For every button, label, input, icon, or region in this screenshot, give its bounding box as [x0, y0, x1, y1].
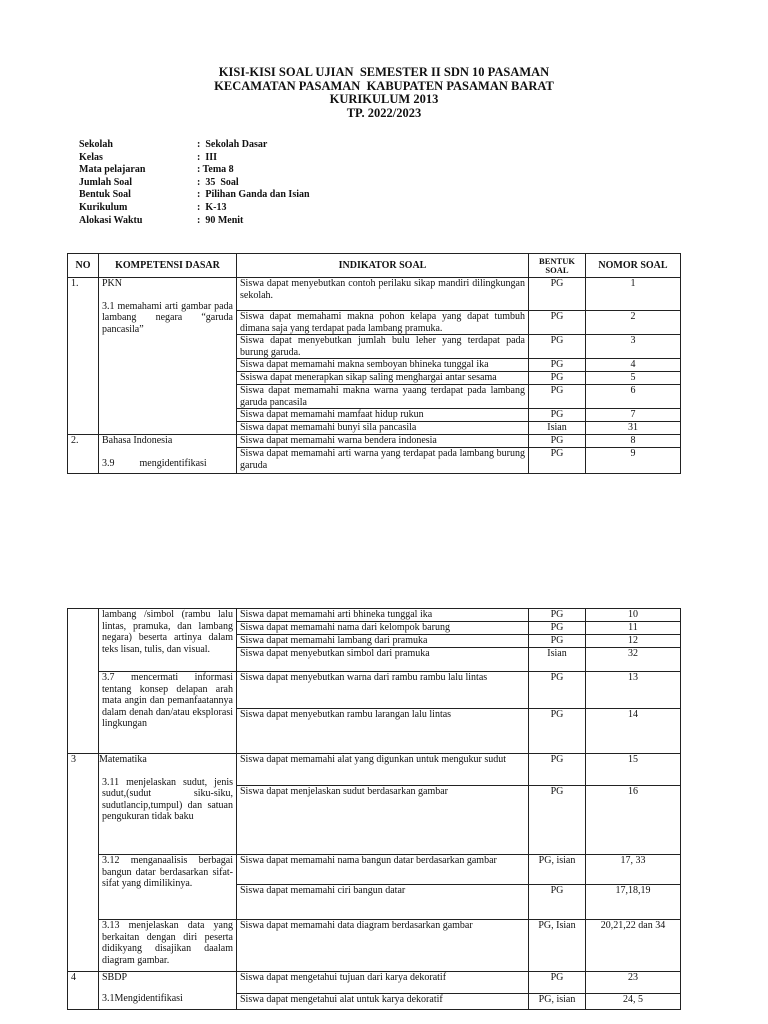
header-bentuk-line-1: BENTUK — [539, 255, 575, 266]
cell-nomor: 32 — [586, 648, 681, 672]
cell-indikator: Siswa dapat memamahi alat yang digunkan untuk mengukur sudut — [237, 754, 529, 786]
cell-nomor: 12 — [586, 635, 681, 648]
cell-bentuk: PG, isian — [529, 855, 586, 885]
cell-indikator: Siswa dapat memamahi warna bendera indonesia — [237, 435, 529, 448]
table-row — [68, 972, 681, 994]
header-no: NO — [68, 254, 99, 278]
cell-kd: 3.13 menjelaskan data yang berkaitan dengan diri peserta didikyang disajikan daalam diagram gambar. — [99, 920, 237, 972]
cell-nomor: 20,21,22 dan 34 — [586, 920, 681, 972]
title-line-2: KECAMATAN PASAMAN KABUPATEN PASAMAN BARAT — [214, 78, 554, 93]
cell-bentuk: PG — [529, 609, 586, 622]
cell-bentuk: PG — [529, 885, 586, 920]
cell-kd: 3.7 mencermati informasi tentang konsep delapan arah mata angin dan pemanfaatannya dalam denah dan/atau eksplorasi lingkungan — [99, 672, 237, 754]
info-value: : III — [197, 151, 218, 163]
info-label: Bentuk Soal — [79, 189, 131, 201]
cell-indikator: Siswa dapat mengetahui alat untuk karya dekoratif — [237, 994, 529, 1010]
cell-nomor: 16 — [586, 786, 681, 855]
cell-bentuk: PG — [529, 672, 586, 709]
cell-bentuk: PG — [529, 372, 586, 385]
cell-indikator: Siswa dapat memahami makna pohon kelapa yang dapat tumbuh dimana saja yang terdapat pada lambang pramuka. — [237, 311, 529, 335]
info-value: : K-13 — [197, 201, 227, 213]
cell-bentuk: PG — [529, 435, 586, 448]
info-value: : 35 Soal — [197, 176, 239, 188]
info-label: Alokasi Waktu — [79, 214, 143, 226]
cell-nomor: 11 — [586, 622, 681, 635]
cell-nomor: 24, 5 — [586, 994, 681, 1010]
table-row — [68, 754, 681, 786]
cell-nomor: 3 — [586, 335, 681, 359]
cell-kd: lambang /simbol (rambu lalu lintas, pramuka, dan lambang negara) beserta artinya dalam teks lisan, tulis, dan visual. — [99, 609, 237, 672]
cell-indikator: Siswa dapat menyebutkan warna dari rambu rambu lalu lintas — [237, 672, 529, 709]
table-row — [68, 278, 681, 311]
table-row — [68, 609, 681, 622]
info-row-mapel — [79, 164, 310, 177]
info-value: : Tema 8 — [197, 164, 234, 176]
info-row-jumlah — [79, 177, 310, 190]
cell-indikator: Ssiswa dapat menerapkan sikap saling menghargai antar sesama — [237, 372, 529, 385]
cell-bentuk: PG — [529, 709, 586, 754]
info-label: Kelas — [79, 151, 103, 163]
subject-sbdp: SBDP — [102, 972, 128, 983]
cell-nomor: 10 — [586, 609, 681, 622]
cell-nomor: 6 — [586, 385, 681, 409]
header-kd: KOMPETENSI DASAR — [99, 254, 237, 278]
title-line-1: KISI-KISI SOAL UJIAN SEMESTER II SDN 10 PASAMAN — [218, 65, 550, 79]
cell-kd — [99, 278, 237, 435]
kisi-table-part-2 — [67, 608, 681, 1010]
info-row-sekolah — [79, 139, 310, 152]
cell-indikator: Siswa dapat menjelaskan sudut berdasarkan gambar — [237, 786, 529, 855]
cell-indikator: Siswa dapat memamahi arti bhineka tunggal ika — [237, 609, 529, 622]
cell-nomor: 4 — [586, 359, 681, 372]
cell-nomor: 8 — [586, 435, 681, 448]
header-bentuk-line-2: SOAL — [545, 264, 569, 275]
cell-bentuk: PG — [529, 278, 586, 311]
header-bentuk — [529, 254, 586, 278]
cell-kd — [99, 754, 237, 855]
cell-bentuk: Isian — [529, 422, 586, 435]
info-label: Jumlah Soal — [79, 176, 133, 188]
cell-indikator: Siswa dapat memamahi data diagram berdasarkan gambar — [237, 920, 529, 972]
info-label: Mata pelajaran — [79, 164, 146, 176]
cell-indikator: Siswa dapat memamahi arti warna yang terdapat pada lambang burung garuda — [237, 448, 529, 474]
cell-nomor: 9 — [586, 448, 681, 474]
kd-text: 3.9 mengidentifikasi — [102, 457, 207, 469]
cell-indikator: Siswa dapat memamahi mamfaat hidup rukun — [237, 409, 529, 422]
info-value: : Pilihan Ganda dan Isian — [197, 189, 310, 201]
kd-text: 3.1Mengidentifikasi — [102, 992, 183, 1004]
cell-indikator: Siswa dapat memamahi ciri bangun datar — [237, 885, 529, 920]
table-row — [68, 672, 681, 709]
cell-nomor: 14 — [586, 709, 681, 754]
cell-indikator: Siswa dapat menyebutkan simbol dari pramuka — [237, 648, 529, 672]
cell-bentuk: PG — [529, 448, 586, 474]
cell-indikator: Siswa dapat memamahi makna semboyan bhineka tunggal ika — [237, 359, 529, 372]
document-title — [0, 66, 768, 120]
cell-bentuk: PG — [529, 335, 586, 359]
header-indikator: INDIKATOR SOAL — [237, 254, 529, 278]
cell-bentuk: PG — [529, 359, 586, 372]
table-row — [68, 435, 681, 448]
kd-text: 3.1 memahami arti gambar pada lambang negara “garuda pancasila” — [102, 300, 233, 335]
cell-nomor: 17,18,19 — [586, 885, 681, 920]
cell-bentuk: PG — [529, 385, 586, 409]
cell-bentuk: PG, Isian — [529, 920, 586, 972]
cell-indikator: Siswa dapat menyebutkan contoh perilaku sikap mandiri dilingkungan sekolah. — [237, 278, 529, 311]
kd-text: 3.11 menjelaskan sudut, jenis sudut,(sudut siku-siku, sudutlancip,tumpul) dan satuan pengukuran tidak baku — [102, 776, 233, 822]
cell-no: 1. — [68, 278, 99, 435]
cell-indikator: Siswa dapat memamahi nama bangun datar berdasarkan gambar — [237, 855, 529, 885]
cell-nomor: 7 — [586, 409, 681, 422]
title-line-3: KURIKULUM 2013 — [329, 92, 439, 106]
cell-nomor: 5 — [586, 372, 681, 385]
cell-bentuk: PG — [529, 754, 586, 786]
info-label: Sekolah — [79, 139, 113, 150]
cell-indikator: Siswa dapat mengetahui tujuan dari karya dekoratif — [237, 972, 529, 994]
table-row — [68, 920, 681, 972]
kisi-table-part-1 — [67, 253, 681, 474]
title-line-4: TP. 2022/2023 — [346, 105, 422, 120]
cell-nomor: 15 — [586, 754, 681, 786]
subject-bahasa-indonesia: Bahasa Indonesia — [102, 435, 173, 446]
info-row-alokasi — [79, 215, 310, 228]
info-row-kelas — [79, 152, 310, 165]
cell-no — [68, 609, 99, 754]
cell-nomor: 13 — [586, 672, 681, 709]
cell-no: 4 — [68, 972, 99, 1010]
cell-bentuk: Isian — [529, 648, 586, 672]
table-row — [68, 855, 681, 885]
cell-indikator: Siswa dapat menyebutkan jumlah bulu leher yang terdapat pada burung garuda. — [237, 335, 529, 359]
cell-indikator: Siswa dapat memamahi makna warna yaang terdapat pada lambang garuda pancasila — [237, 385, 529, 409]
cell-nomor: 2 — [586, 311, 681, 335]
cell-indikator: Siswa dapat memamahi bunyi sila pancasila — [237, 422, 529, 435]
cell-nomor: 17, 33 — [586, 855, 681, 885]
info-row-bentuk — [79, 189, 310, 202]
cell-bentuk: PG — [529, 786, 586, 855]
info-block — [79, 139, 310, 227]
cell-nomor: 1 — [586, 278, 681, 311]
table-header-row — [68, 254, 681, 278]
info-value: : 90 Menit — [197, 214, 244, 226]
cell-kd — [99, 972, 237, 1010]
header-nomor: NOMOR SOAL — [586, 254, 681, 278]
cell-nomor: 23 — [586, 972, 681, 994]
cell-indikator: Siswa dapat menyebutkan rambu larangan lalu lintas — [237, 709, 529, 754]
info-value: : Sekolah Dasar — [197, 139, 268, 150]
cell-bentuk: PG — [529, 311, 586, 335]
cell-bentuk: PG — [529, 635, 586, 648]
subject-matematika: Matematika — [99, 754, 147, 765]
cell-no: 3 — [68, 754, 99, 972]
cell-bentuk: PG, isian — [529, 994, 586, 1010]
info-label: Kurikulum — [79, 201, 128, 213]
cell-nomor: 31 — [586, 422, 681, 435]
cell-bentuk: PG — [529, 622, 586, 635]
cell-indikator: Siswa dapat memamahi lambang dari pramuka — [237, 635, 529, 648]
cell-no: 2. — [68, 435, 99, 474]
subject-pkn: PKN — [102, 278, 123, 289]
cell-kd: 3.12 menganaalisis berbagai bangun datar berdasarkan sifat-sifat yang dimilikinya. — [99, 855, 237, 920]
cell-bentuk: PG — [529, 972, 586, 994]
cell-bentuk: PG — [529, 409, 586, 422]
cell-kd — [99, 435, 237, 474]
info-row-kurikulum — [79, 202, 310, 215]
cell-indikator: Siswa dapat memamahi nama dari kelompok barung — [237, 622, 529, 635]
